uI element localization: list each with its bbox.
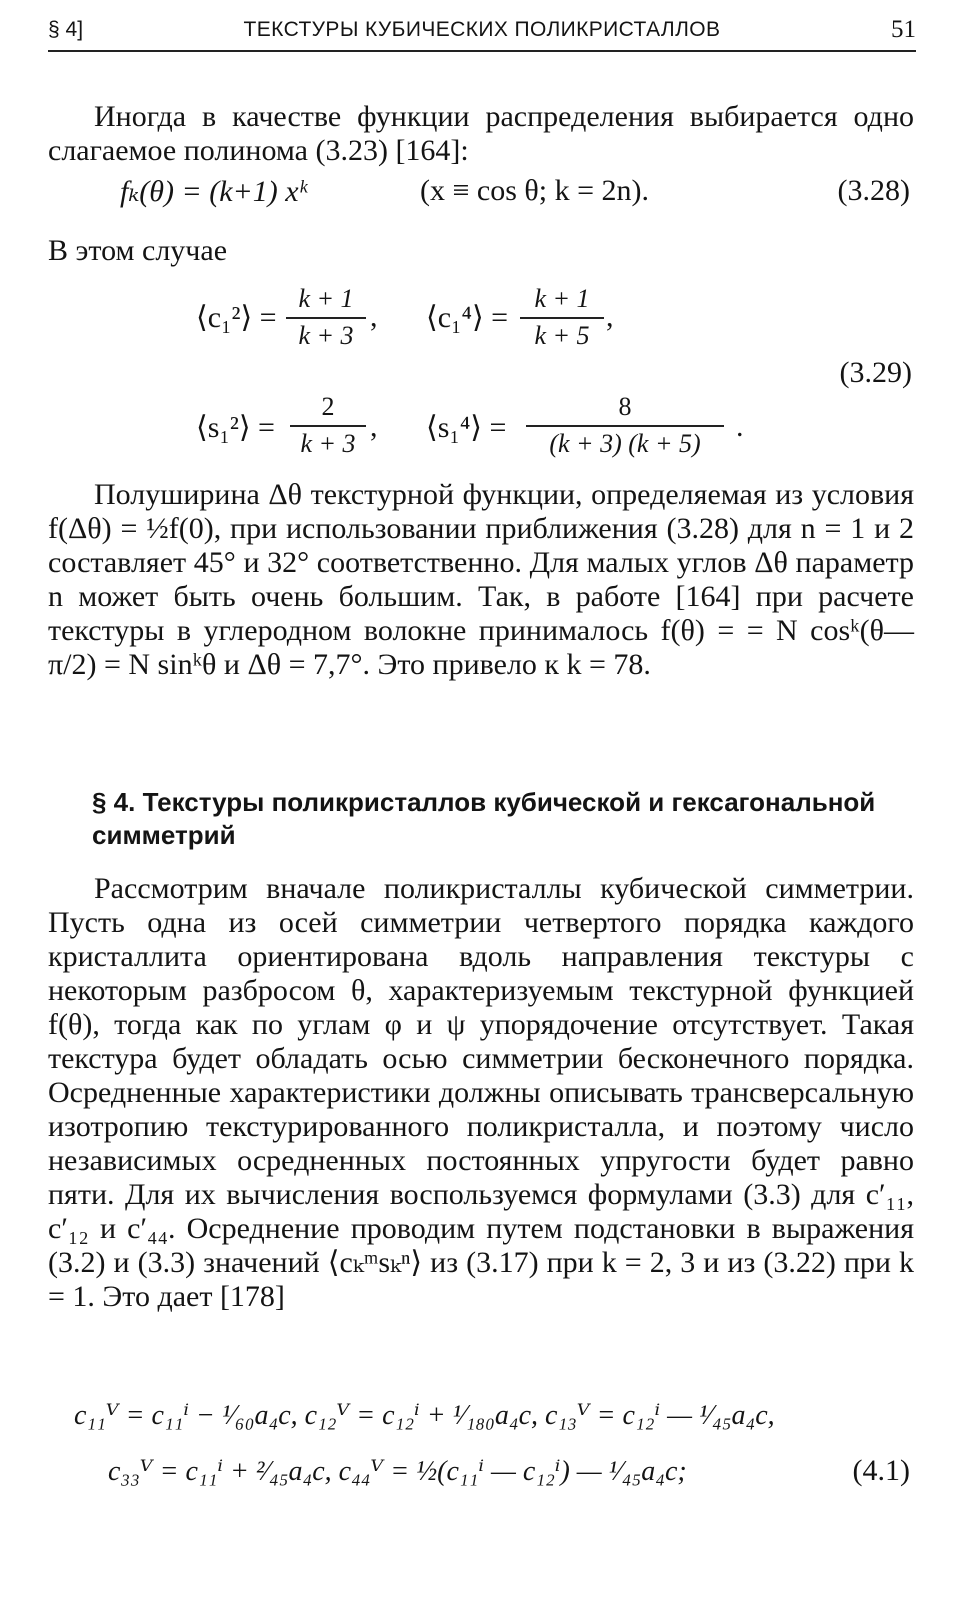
running-header [48, 12, 916, 46]
paragraph-half-width-text: Полуширина Δθ текстурной функции, определяемая из условия f(Δθ) = ½f(0), при использовании приближения (3.28) для n = 1 и 2 составляет 45° и 32° соответственно. Для малых углов Δθ параметр n может быть очень большим. Так, в работе [164] при расчете текстуры в углеродном волокне принималось f(θ) = = N cosᵏ(θ—π/2) = N sinᵏθ и Δθ = 7,7°. Это привело к k = 78. [48, 478, 914, 681]
fraction-denominator: k + 3 [298, 321, 354, 350]
equation-4-1-line-1: c₁₁ⱽ = c₁₁ⁱ − ¹⁄₆₀a₄c, c₁₂ⱽ = c₁₂ⁱ + ¹⁄₁₈₀a₄c, c₁₃ⱽ = c₁₂ⁱ — ¹⁄₄₅a₄c, [74, 1400, 775, 1431]
header-rule [48, 50, 916, 52]
paragraph-this-case: В этом случае [48, 234, 228, 267]
equation-3-29-number: (3.29) [839, 356, 912, 389]
period: . [736, 410, 744, 443]
equation-4-1-number: (4.1) [852, 1454, 910, 1487]
paragraph-half-width [48, 478, 914, 682]
section-heading: § 4. Текстуры поликристаллов кубической и гексагональной симметрий [92, 787, 876, 850]
fraction-denominator: k + 5 [534, 321, 590, 350]
eq-3-29-c2-fraction [286, 284, 366, 351]
fraction-numerator: 8 [618, 392, 632, 421]
eq-3-29-s4-fraction [526, 392, 724, 459]
paragraph-intro [48, 100, 914, 168]
fraction-numerator: k + 1 [534, 284, 590, 313]
fraction-numerator: k + 1 [298, 284, 354, 313]
eq-3-29-s2-fraction [290, 392, 366, 459]
eq-3-29-s2-lhs: ⟨s₁²⟩ = [196, 411, 275, 444]
equation-3-28-condition: (x ≡ cos θ; k = 2n). [420, 174, 650, 207]
equation-3-28-formula: fₖ(θ) = (k+1) xᵏ [120, 175, 308, 208]
header-section-ref: § 4] [48, 18, 84, 41]
eq-3-29-s4-lhs: ⟨s₁⁴⟩ = [426, 411, 507, 444]
paragraph-cubic [48, 872, 914, 1314]
equation-4-1-line-2: c₃₃ⱽ = c₁₁ⁱ + ²⁄₄₅a₄c, c₄₄ⱽ = ½(c₁₁ⁱ — c₁₂ⁱ) — ¹⁄₄₅a₄c; [108, 1456, 687, 1487]
fraction-numerator: 2 [321, 392, 335, 421]
comma: , [370, 410, 378, 443]
page-number: 51 [891, 16, 916, 43]
equation-3-28-number: (3.28) [837, 174, 910, 207]
eq-3-29-c4-fraction [520, 284, 604, 351]
fraction-denominator: (k + 3) (k + 5) [549, 429, 701, 458]
comma: , [370, 300, 378, 333]
paragraph-intro-text: Иногда в качестве функции распределения выбирается одно слагаемое полинома (3.23) [164]: [48, 100, 914, 167]
eq-3-29-c4-lhs: ⟨c₁⁴⟩ = [426, 301, 509, 334]
paragraph-cubic-text: Рассмотрим вначале поликристаллы кубической симметрии. Пусть одна из осей симметрии четвертого порядка каждого кристаллита ориентирована вдоль направления текстуры с некоторым разбросом θ, характеризуемым текстурной функцией f(θ), тогда как по углам φ и ψ упорядочение отсутствует. Такая текстура будет обладать осью симметрии бесконечного порядка. Осредненные характеристики должны описывать трансверсальную изотропию текстурированного поликристалла, и поэтому число независимых осредненных постоянных упругости будет равно пяти. Для их вычисления воспользуемся формулами (3.3) для c′₁₁, c′₁₂ и c′₄₄. Осреднение проводим путем подстановки в выражения (3.2) и (3.3) значений ⟨cₖᵐsₖⁿ⟩ из (3.17) при k = 2, 3 и из (3.22) при k = 1. Это дает [178] [48, 872, 914, 1313]
eq-3-29-c2-lhs: ⟨c₁²⟩ = [196, 301, 277, 334]
fraction-denominator: k + 3 [300, 429, 356, 458]
header-title: ТЕКСТУРЫ КУБИЧЕСКИХ ПОЛИКРИСТАЛЛОВ [243, 18, 721, 41]
comma: , [606, 300, 614, 333]
